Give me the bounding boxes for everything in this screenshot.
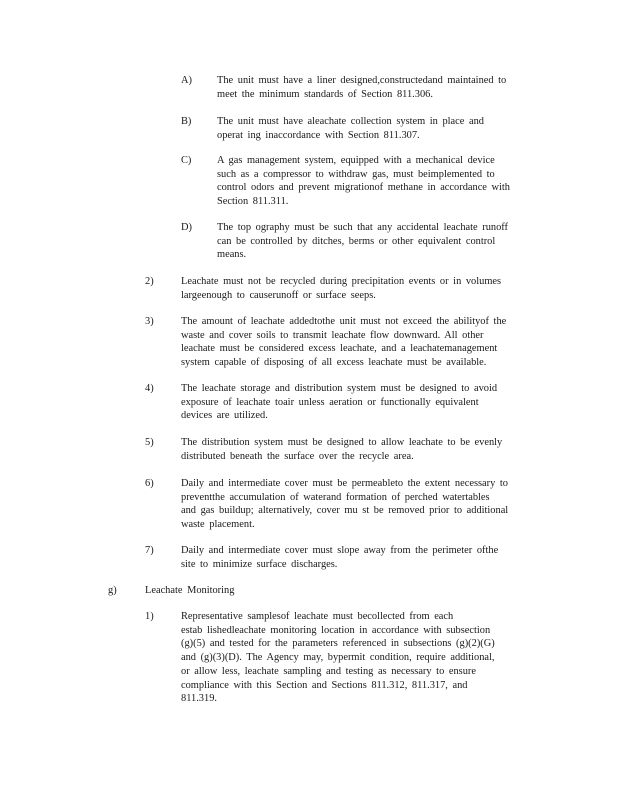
item-text: The unit must have a liner designed,constructedand maintained to meet the minimum standards of Section 811.306.: [217, 75, 507, 100]
item-text: The amount of leachate addedtothe unit must not exceed the abilityof the waste and cover soils to transmit leachate flow downward. All other leachate must be considered excess leachate, and a leachatemanagement system capable of disposing of all excess leachate must be available.: [181, 316, 507, 369]
item-text: A gas management system, equipped with a mechanical device such as a compressor to withdraw gas, must beimplemented to control odors and prevent migrationof methane in accordance with Section 811.311.: [217, 155, 510, 208]
item-label: D): [181, 222, 192, 233]
item-label: 7): [145, 545, 154, 556]
item-label: 5): [145, 437, 154, 448]
section-heading: Leachate Monitoring: [145, 585, 235, 596]
item-label: B): [181, 116, 192, 127]
item-label: 2): [145, 276, 154, 287]
item-text: The top ography must be such that any accidental leachate runoff can be controlled by ditches, berms or other equivalent control means.: [217, 222, 509, 261]
item-label: A): [181, 75, 192, 86]
item-text: Daily and intermediate cover must be permeableto the extent necessary to preventthe accumulation of waterand formation of perched watertables and gas buildup; alternatively, cover mu st be removed prior to additional waste placement.: [181, 478, 509, 531]
item-label: 4): [145, 383, 154, 394]
item-label: C): [181, 155, 192, 166]
item-text: Representative samplesof leachate must becollected from each estab lishedleachate monitoring location in accordance with subsection (g)(5) and tested for the parameters referenced in subsections (g)(2)(G) and (g)(3)(D). The Agency may, bypermit condition, require additional, or allow less, leachate sampling and testing as necessary to ensure compliance with this Section and Sections 811.312, 811.317, and 811.319.: [181, 611, 495, 705]
item-text: The leachate storage and distribution system must be designed to avoid exposure of leachate toair unless aeration or functionally equivalent devices are utilized.: [181, 383, 498, 422]
item-text: Leachate must not be recycled during precipitation events or in volumes largeenough to causerunoff or surface seeps.: [181, 276, 502, 301]
item-text: The distribution system must be designed to allow leachate to be evenly distributed beneath the surface over the recycle area.: [181, 437, 503, 462]
item-text: The unit must have aleachate collection system in place and operat ing inaccordance with Section 811.307.: [217, 116, 484, 141]
item-label: 6): [145, 478, 154, 489]
section-label: g): [108, 585, 117, 596]
item-text: Daily and intermediate cover must slope away from the perimeter ofthe site to minimize surface discharges.: [181, 545, 499, 570]
item-label: 3): [145, 316, 154, 327]
item-label: 1): [145, 611, 154, 622]
